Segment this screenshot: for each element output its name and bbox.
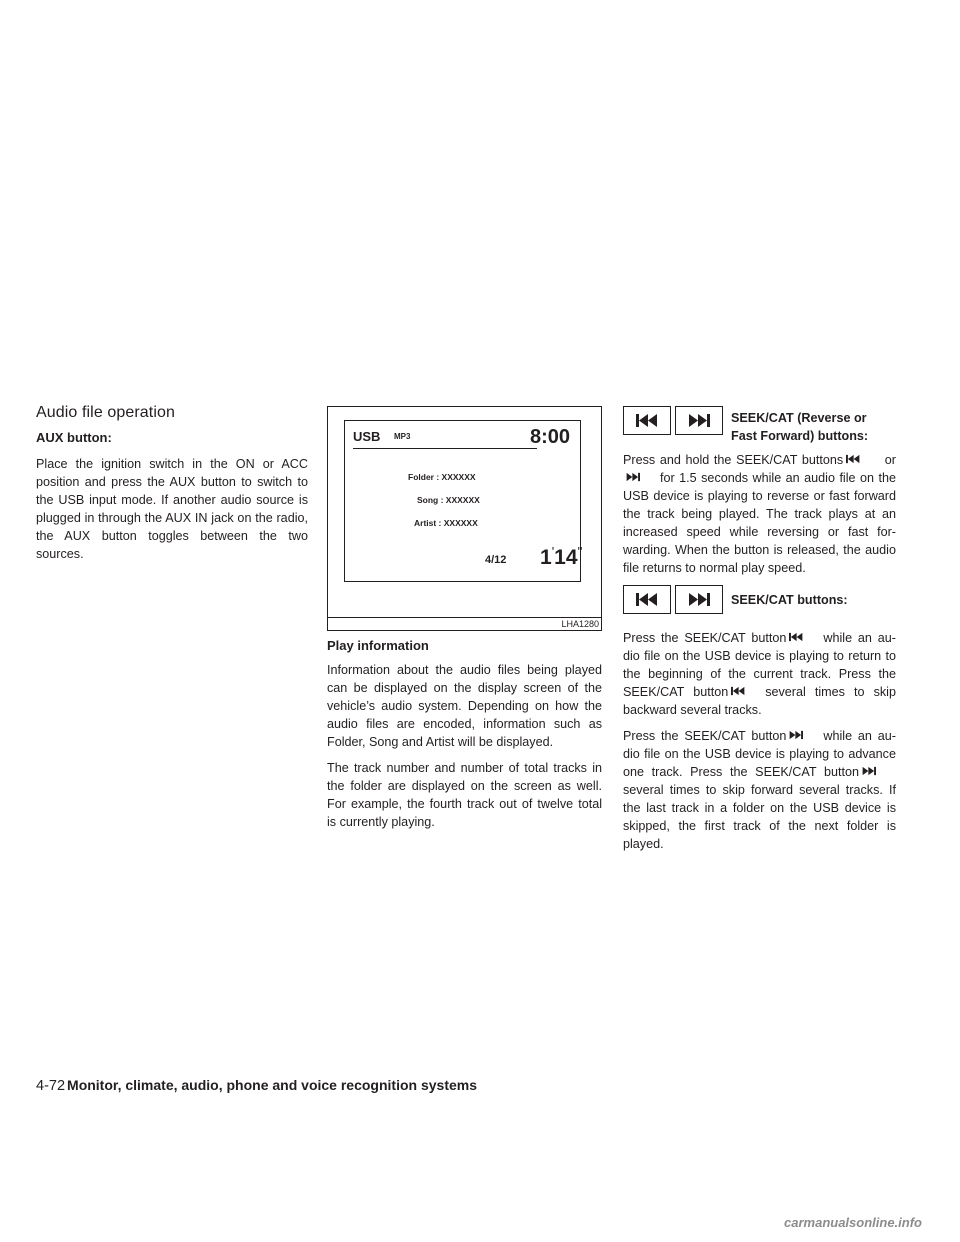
screen-clock: 8:00 bbox=[529, 426, 570, 448]
skip-back-button-graphic bbox=[623, 585, 671, 614]
aux-heading: AUX button: bbox=[36, 430, 112, 445]
skip-forward-icon bbox=[862, 766, 876, 776]
figure-label: LHA1280 bbox=[561, 619, 599, 629]
skip-back-icon bbox=[789, 632, 803, 642]
seek-p2-text-b: while an au- dio file on the USB device is playing to advance one track. Press the SEEK/CAT button bbox=[623, 729, 896, 779]
seek-ff-body bbox=[623, 451, 896, 577]
seek-ff-text-c: for 1.5 seconds while an audio file on the USB device is playing to reverse or fast forward the track being played. The track plays at an increased speed while reversing or fast for- warding. When the button is released, the audio file returns to normal play speed. bbox=[623, 471, 896, 575]
skip-forward-icon bbox=[789, 730, 803, 740]
aux-body: Place the ignition switch in the ON or ACC position and press the AUX button to switch to the USB input mode. If another audio source is plugged in through the AUX IN jack on the radio, the AUX button toggles between the two sources. bbox=[36, 457, 308, 561]
seek-p2-text-a: Press the SEEK/CAT button bbox=[623, 729, 787, 743]
chapter-title: Monitor, climate, audio, phone and voice recognition systems bbox=[67, 1077, 477, 1093]
skip-forward-icon bbox=[626, 472, 640, 482]
seek-p1-text-c: several times to skip backward several tracks. bbox=[623, 685, 896, 717]
skip-back-button-graphic bbox=[623, 406, 671, 435]
display-figure bbox=[327, 406, 602, 631]
screen-track: 4/12 bbox=[485, 554, 507, 566]
time-minutes: 1 bbox=[540, 546, 552, 569]
skip-forward-button-graphic bbox=[675, 585, 723, 614]
seek-p1-text-a: Press the SEEK/CAT button bbox=[623, 631, 787, 645]
page-number: 4-72 bbox=[36, 1078, 66, 1094]
skip-back-icon bbox=[636, 593, 658, 606]
section-title: Audio file operation bbox=[36, 404, 175, 421]
seek-p1-text-b: while an au- dio file on the USB device is playing to return to the beginning of the current track. Press the SEEK/CAT button bbox=[623, 631, 896, 699]
display-screen bbox=[344, 420, 581, 582]
seek-ff-text-b: or bbox=[884, 453, 896, 467]
skip-back-icon bbox=[731, 686, 745, 696]
screen-song: Song : XXXXXX bbox=[417, 495, 480, 505]
screen-divider bbox=[353, 448, 537, 449]
skip-forward-icon bbox=[688, 414, 710, 427]
seek-buttons-block bbox=[623, 585, 896, 615]
screen-artist: Artist : XXXXXX bbox=[414, 518, 478, 528]
play-info-section bbox=[327, 638, 602, 839]
seek-body-1 bbox=[623, 629, 896, 719]
seek-ff-text-a: Press and hold the SEEK/CAT buttons bbox=[623, 453, 844, 467]
play-info-heading: Play information bbox=[327, 638, 429, 653]
seek-section bbox=[623, 406, 896, 853]
screen-format: MP3 bbox=[394, 432, 411, 441]
seek-ff-heading-line-1: SEEK/CAT (Reverse or bbox=[731, 411, 867, 425]
skip-back-icon bbox=[846, 454, 860, 464]
page-footer bbox=[36, 1077, 477, 1094]
seek-ff-heading bbox=[731, 409, 868, 445]
figure-label-divider bbox=[328, 617, 601, 618]
seek-ff-buttons-block bbox=[623, 406, 896, 443]
seek-body-2 bbox=[623, 727, 896, 853]
screen-source: USB bbox=[353, 429, 381, 444]
skip-back-icon bbox=[636, 414, 658, 427]
aux-section bbox=[36, 404, 308, 563]
seek-ff-heading-line-2: Fast Forward) buttons: bbox=[731, 429, 869, 443]
seek-heading: SEEK/CAT buttons: bbox=[731, 593, 848, 607]
play-info-para-1: Information about the audio files being played can be displayed on the display screen of the vehicle’s audio system. Depending on how the audio files are encoded, information such as Folder, Song and Artist will be displayed. bbox=[327, 663, 602, 749]
screen-folder: Folder : XXXXXX bbox=[408, 472, 476, 482]
watermark: carmanualsonline.info bbox=[784, 1215, 922, 1230]
seek-p2-text-c: several times to skip forward several tracks. If the last track in a folder on the USB device is skipped, the first track of the next folder is played. bbox=[623, 783, 896, 851]
play-info-para-2: The track number and number of total tracks in the folder are displayed on the screen as well. For example, the fourth track out of twelve total is currently playing. bbox=[327, 761, 602, 829]
skip-forward-icon bbox=[688, 593, 710, 606]
time-seconds: 14 bbox=[554, 546, 578, 569]
skip-forward-button-graphic bbox=[675, 406, 723, 435]
screen-elapsed-time: 1'14'' bbox=[540, 544, 583, 569]
